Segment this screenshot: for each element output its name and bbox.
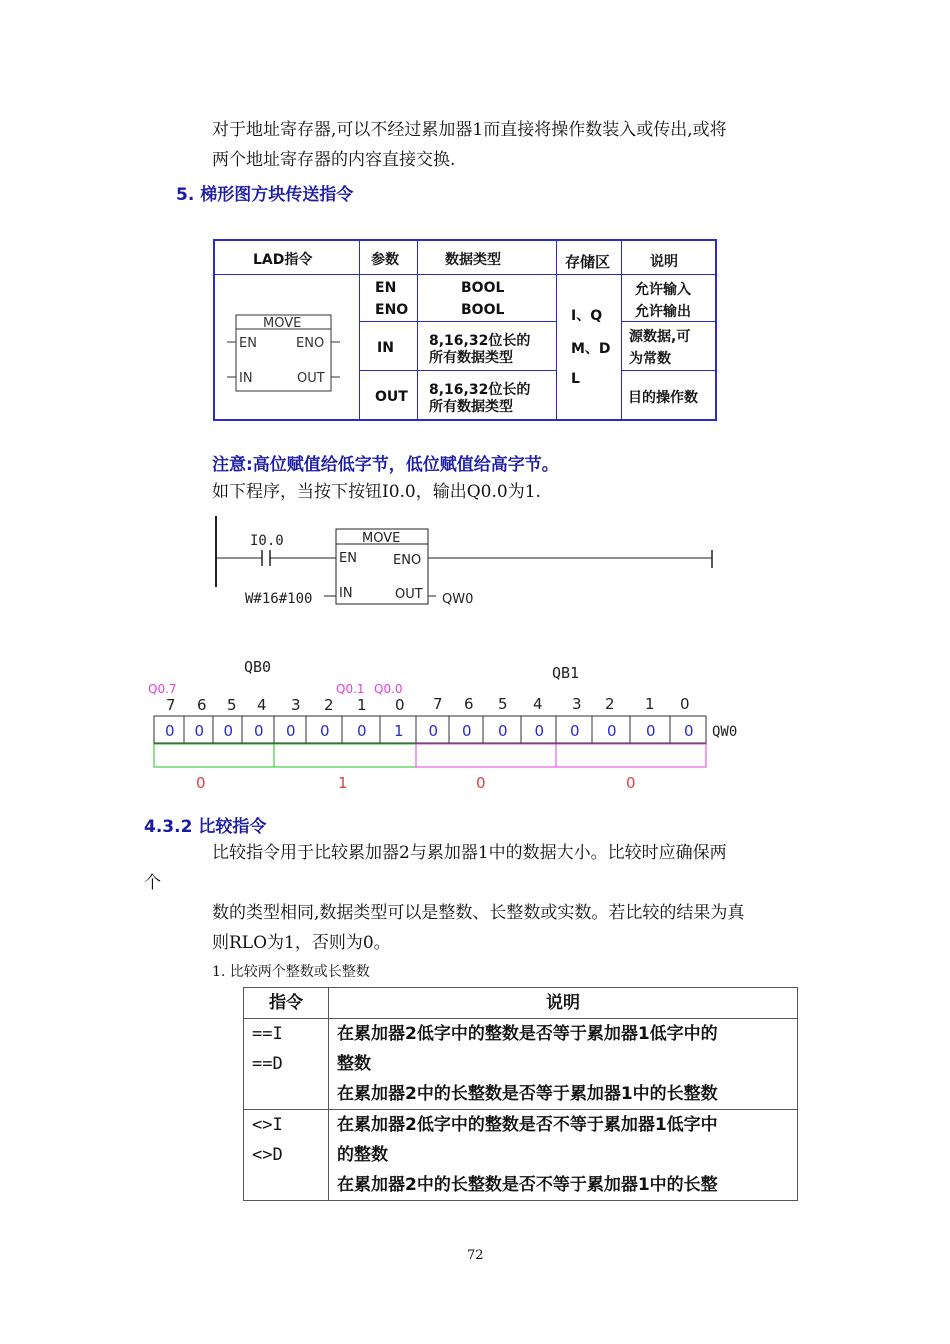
para1-line2: 两个地址寄存器的内容直接交换. [212,150,456,170]
bit-index-label: 6 [464,695,474,713]
bit-value: 0 [646,722,656,740]
bit-value: 0 [165,722,175,740]
ins-ned: <>D [252,1145,283,1165]
ladder-move-title: MOVE [362,531,401,546]
qb1-label: QB1 [552,664,580,682]
bit-index-label: 1 [645,695,655,713]
header-description: 说明 [329,988,798,1019]
qw0-label: QW0 [712,724,738,740]
move-in: IN [239,371,253,386]
move-en: EN [239,336,257,351]
bit-value: 0 [534,722,545,740]
bit-value: 0 [357,722,367,740]
bit-value: 0 [428,722,439,740]
para1-line1: 对于地址寄存器,可以不经过累加器1而直接将操作数装入或传出,或将 [212,120,727,140]
bit-value: 0 [223,722,234,740]
desc-eq-1: 在累加器2低字中的整数是否等于累加器1低字中的 [337,1024,718,1044]
para3-line1: 比较指令用于比较累加器2与累加器1中的数据大小。比较时应确保两 [212,843,727,863]
bit-index-label: 3 [572,695,582,713]
storage-md: M、D [571,341,611,357]
desc-eq-2: 整数 [337,1054,371,1074]
type-en: BOOL [461,280,505,296]
ladder-en: EN [339,551,357,566]
sub-heading-1: 1. 比较两个整数或长整数 [212,964,370,980]
bit-diagram [140,650,760,800]
param-out: OUT [375,389,408,405]
table-row [244,1110,798,1201]
out-address: QW0 [442,592,474,607]
type-in-2: 所有数据类型 [429,350,513,366]
type-out-1: 8,16,32位长的 [429,382,531,398]
bit-index-label: 4 [533,695,543,713]
desc-out: 目的操作数 [628,390,698,406]
desc-eno: 允许输出 [635,304,691,320]
bit-index-label: 5 [498,695,508,713]
note-text: 注意:高位赋值给低字节，低位赋值给高字节。 [212,455,559,475]
header-storage: 存储区 [565,253,611,271]
bit-index-label: 7 [433,695,443,713]
move-block-diagram [221,305,351,395]
header-lad: LAD指令 [253,252,313,268]
ladder-out: OUT [395,587,423,602]
q00-label: Q0.0 [374,682,403,696]
bit-value: 0 [570,722,580,740]
bit-value: 0 [462,722,472,740]
bit-index-label: 7 [166,696,176,714]
desc-en: 允许输入 [635,282,691,298]
bit-index-label: 5 [227,696,237,714]
bit-index-label: 6 [197,696,207,714]
bit-value: 0 [254,722,264,740]
bit-value: 0 [320,722,330,740]
move-eno: ENO [296,336,325,351]
bit-index-label: 1 [357,696,367,714]
para3-line4: 则RLO为1，否则为0。 [212,933,391,953]
desc-in-2: 为常数 [629,351,671,367]
page-number: 72 [467,1248,484,1263]
param-eno: ENO [375,302,409,318]
ins-eqi: ==I [252,1024,283,1044]
bit-index-label: 3 [291,696,301,714]
ins-nei: <>I [252,1115,283,1135]
nibble-2: 0 [476,774,486,792]
desc-ne-2: 的整数 [337,1145,388,1165]
ladder-eno: ENO [393,553,422,568]
bit-value: 0 [286,722,296,740]
bit-index-label: 0 [395,696,405,714]
bit-index-label: 0 [680,695,690,713]
bit-value: 0 [607,722,617,740]
para2: 如下程序，当按下按钮I0.0，输出Q0.0为1. [212,482,541,502]
desc-ne-3: 在累加器2中的长整数是否不等于累加器1中的长整 [337,1175,718,1195]
bit-value: 0 [498,722,508,740]
header-instruction: 指令 [244,988,329,1019]
ladder-in: IN [339,586,353,601]
storage-l: L [571,371,580,387]
para3-line2: 个 [144,873,161,893]
type-eno: BOOL [461,302,505,318]
desc-in-1: 源数据,可 [629,329,691,345]
bit-index-label: 2 [605,695,615,713]
bit-index-label: 2 [324,696,334,714]
nibble-0: 0 [196,774,206,792]
section-heading-432: 4.3.2 比较指令 [144,817,267,837]
in-value: W#16#100 [245,591,313,607]
ins-eqd: ==D [252,1054,283,1074]
desc-eq-3: 在累加器2中的长整数是否等于累加器1中的长整数 [337,1084,718,1104]
section-heading-5: 5. 梯形图方块传送指令 [176,185,354,205]
ladder-diagram [200,512,730,612]
table-row [244,1019,798,1110]
q01-label: Q0.1 [336,682,365,696]
move-out: OUT [297,371,325,386]
header-type: 数据类型 [445,252,501,268]
header-desc: 说明 [650,254,678,270]
bit-value: 1 [394,722,404,740]
bit-value: 0 [194,722,205,740]
qb0-label: QB0 [244,658,272,676]
move-title: MOVE [263,316,302,331]
desc-ne-1: 在累加器2低字中的整数是否不等于累加器1低字中 [337,1115,718,1135]
bit-value: 0 [684,722,694,740]
storage-iq: I、Q [571,308,603,324]
type-out-2: 所有数据类型 [429,399,513,415]
type-in-1: 8,16,32位长的 [429,333,531,349]
compare-table [243,987,798,1201]
bit-index-label: 4 [257,696,267,714]
header-param: 参数 [371,252,399,268]
contact-label: I0.0 [250,533,284,549]
param-en: EN [375,280,397,296]
instruction-table [213,239,717,421]
nibble-3: 0 [626,774,636,792]
param-in: IN [377,340,394,356]
q07-label: Q0.7 [148,682,177,696]
nibble-1: 1 [338,774,348,792]
para3-line3: 数的类型相同,数据类型可以是整数、长整数或实数。若比较的结果为真 [212,903,745,923]
